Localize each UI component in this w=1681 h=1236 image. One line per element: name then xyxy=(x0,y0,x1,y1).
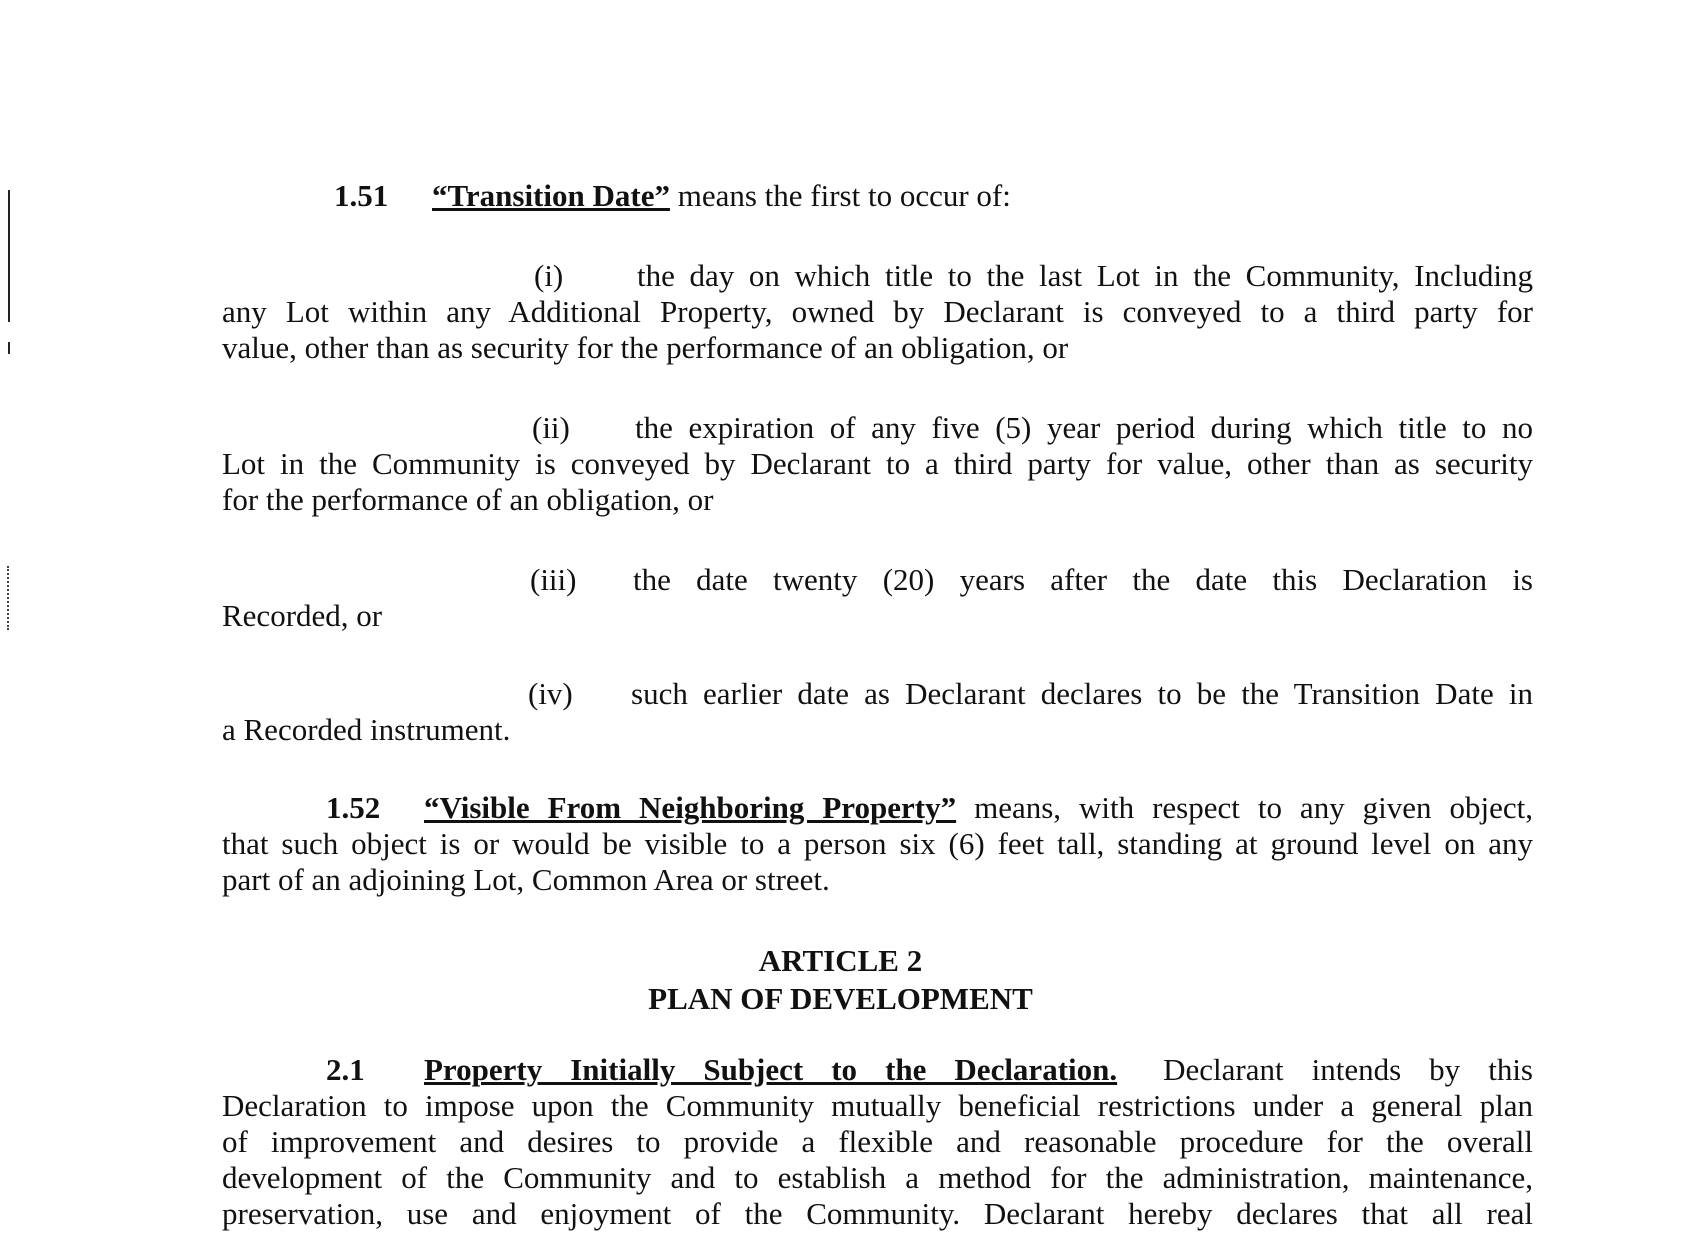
section-text-line: Declaration to impose upon the Community mutually beneficial restrictions under a general plan xyxy=(222,1088,1533,1123)
section-text-line: means, with respect to any given object, xyxy=(956,790,1534,825)
section-text-line: of improvement and desires to provide a flexible and reasonable procedure for the overall xyxy=(222,1124,1533,1159)
heading-text: means the first to occur of: xyxy=(669,178,1011,213)
clause-text-line: Lot in the Community is conveyed by Declarant to a third party for value, other than as security xyxy=(222,446,1533,481)
clause-text-line: a Recorded instrument. xyxy=(222,712,511,747)
section-1-51-heading xyxy=(334,178,1011,214)
clause-text-line: value, other than as security for the performance of an obligation, or xyxy=(222,330,1069,365)
clause-label: (iv) xyxy=(528,676,573,711)
clause-text-line: Recorded, or xyxy=(222,598,383,633)
clause-text-line: the day on which title to the last Lot in the Community, Including xyxy=(637,258,1533,293)
article-number: ARTICLE 2 xyxy=(758,943,923,978)
section-text-line: Declarant intends by this xyxy=(1163,1052,1533,1087)
section-number: 1.51 xyxy=(334,178,389,213)
margin-bar-mark xyxy=(8,190,10,322)
clause-iii xyxy=(222,562,1533,634)
section-title: Property Initially Subject to the Declaration. xyxy=(424,1052,1118,1087)
section-text-line: part of an adjoining Lot, Common Area or street. xyxy=(222,862,830,897)
clause-text-line: the expiration of any five (5) year period during which title to no xyxy=(635,410,1533,445)
article-title: PLAN OF DEVELOPMENT xyxy=(648,981,1033,1016)
clause-label: (ii) xyxy=(532,410,570,445)
clause-ii xyxy=(222,410,1533,518)
margin-dotted-mark xyxy=(7,566,9,630)
clause-text-line: for the performance of an obligation, or xyxy=(222,482,714,517)
clause-iv xyxy=(222,676,1533,748)
section-number: 1.52 xyxy=(326,790,381,825)
article-heading xyxy=(0,942,1681,1018)
clause-label: (i) xyxy=(534,258,564,293)
defined-term: “Visible From Neighboring Property” xyxy=(424,790,957,825)
section-number: 2.1 xyxy=(326,1052,365,1087)
section-text-line: preservation, use and enjoyment of the Community. Declarant hereby declares that all real xyxy=(222,1196,1533,1231)
clause-i xyxy=(222,258,1533,366)
section-1-52 xyxy=(222,790,1533,898)
defined-term: “Transition Date” xyxy=(432,178,670,213)
section-text-line: development of the Community and to establish a method for the administration, maintenance, xyxy=(222,1160,1533,1195)
clause-text-line: any Lot within any Additional Property, owned by Declarant is conveyed to a third party for xyxy=(222,294,1533,329)
clause-label: (iii) xyxy=(530,562,577,597)
section-text-line: that such object is or would be visible to a person six (6) feet tall, standing at ground level on any xyxy=(222,826,1533,861)
margin-tick-mark xyxy=(8,342,10,354)
section-2-1 xyxy=(222,1052,1533,1232)
clause-text-line: such earlier date as Declarant declares to be the Transition Date in xyxy=(631,676,1533,711)
clause-text-line: the date twenty (20) years after the date this Declaration is xyxy=(633,562,1533,597)
